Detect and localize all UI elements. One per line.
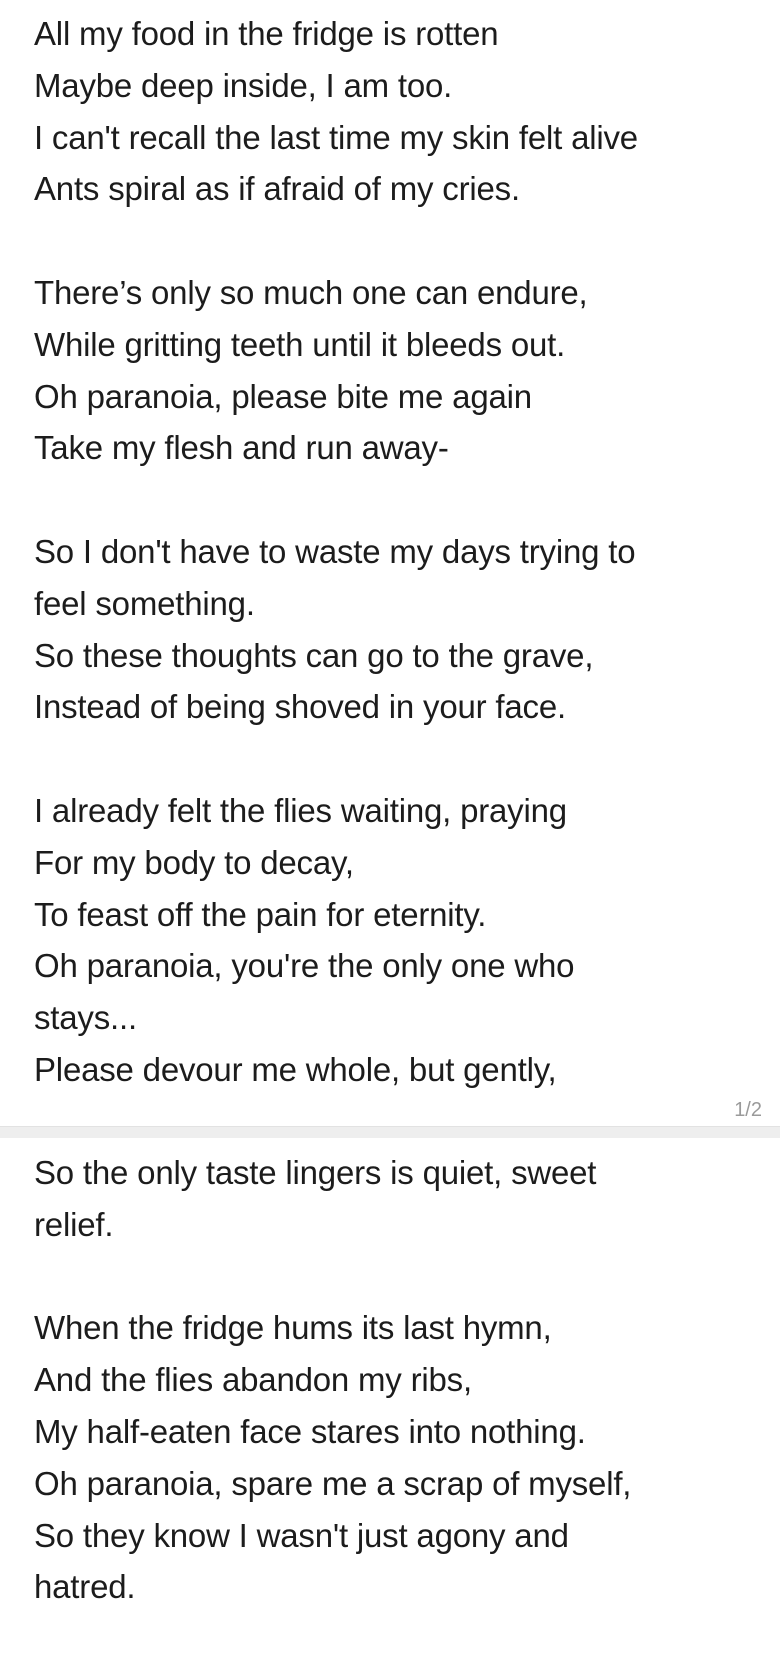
poem-line: Instead of being shoved in your face. <box>34 688 566 726</box>
poem-line: relief. <box>34 1205 114 1243</box>
poem-line: So I don't have to waste my days trying to <box>34 532 636 570</box>
poem-line: hatred. <box>34 1568 136 1606</box>
stanza-break <box>34 733 766 785</box>
poem-line: Take my flesh and run away- <box>34 429 449 467</box>
poem-line: Ants spiral as if afraid of my cries. <box>34 170 520 208</box>
poem-line: I already felt the flies waiting, praying <box>34 791 567 829</box>
poem-line: For my body to decay, <box>34 843 354 881</box>
page-indicator: 1/2 <box>734 1099 762 1121</box>
poem-line: So the only taste lingers is quiet, sweet <box>34 1154 597 1191</box>
stanza-break <box>34 215 766 267</box>
poem-line: Oh paranoia, spare me a scrap of myself, <box>34 1464 632 1502</box>
poem-line: To feast off the pain for eternity. <box>34 895 487 933</box>
poem-line: My half-eaten face stares into nothing. <box>34 1412 586 1450</box>
poem-line: Oh paranoia, you're the only one who <box>34 947 575 985</box>
stanza-break <box>34 474 766 526</box>
poem-line: Maybe deep inside, I am too. <box>34 66 453 104</box>
note-page-2 <box>0 1138 780 1655</box>
poem-line: stays... <box>34 999 137 1037</box>
poem-line: There’s only so much one can endure, <box>34 273 588 311</box>
poem-line: All my food in the fridge is rotten <box>34 15 499 52</box>
poem-line: While gritting teeth until it bleeds out. <box>34 325 566 363</box>
poem-line: Please devour me whole, but gently, <box>34 1050 557 1088</box>
stanza-break <box>34 1251 766 1303</box>
poem-line: I can't recall the last time my skin felt alive <box>34 118 638 156</box>
poem-line: So these thoughts can go to the grave, <box>34 636 594 674</box>
poem-text-page-2 <box>34 1147 766 1613</box>
poem-line: feel something. <box>34 584 255 622</box>
poem-line: So they know I wasn't just agony and <box>34 1516 569 1554</box>
poem-line: And the flies abandon my ribs, <box>34 1361 472 1399</box>
poem-line: Oh paranoia, please bite me again <box>34 377 532 415</box>
poem-line: When the fridge hums its last hymn, <box>34 1309 552 1347</box>
poem-text-page-1 <box>34 8 766 1096</box>
page-divider <box>0 1126 780 1138</box>
